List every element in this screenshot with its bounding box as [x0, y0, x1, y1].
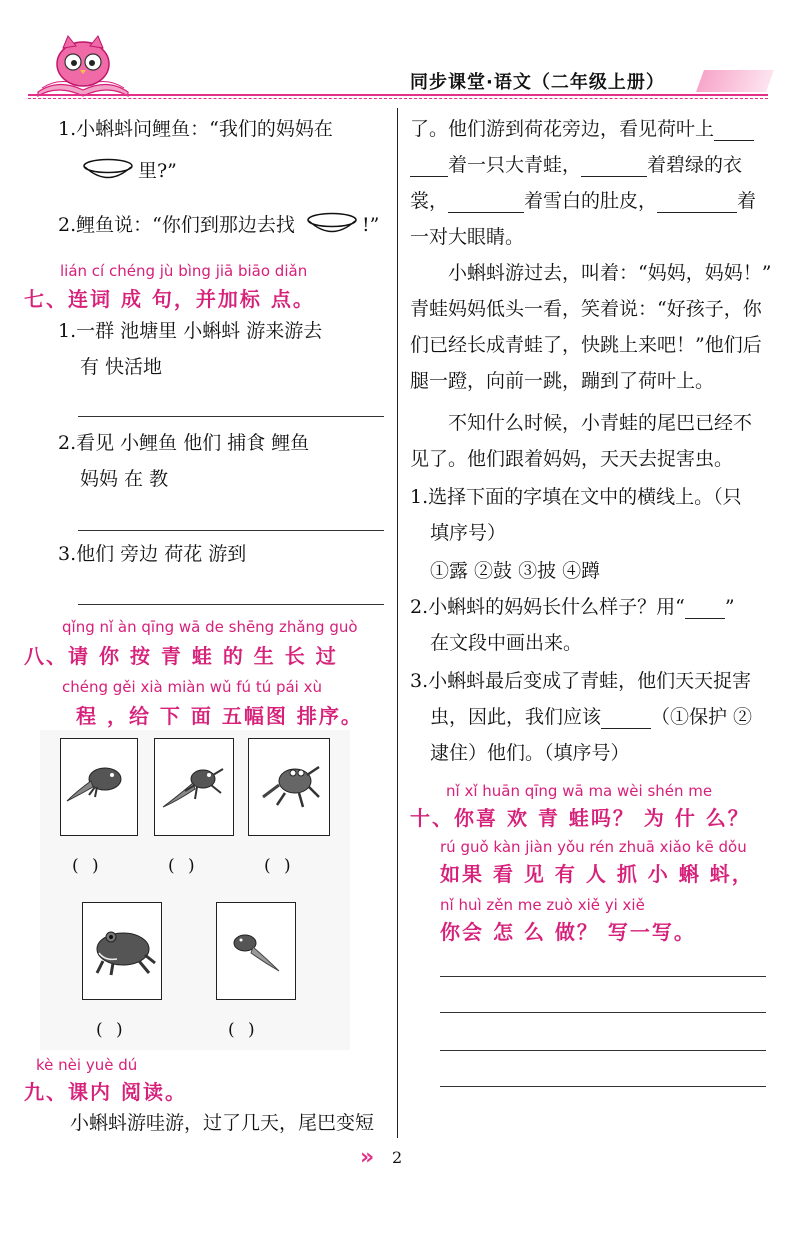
right-q2-line2: 在文段中画出来。 [430, 632, 583, 654]
reading-line-5: 小蝌蚪游过去，叫着：“妈妈，妈妈！” [448, 262, 772, 284]
blank-5[interactable] [657, 194, 737, 213]
blank-1[interactable] [714, 122, 754, 141]
frog-stage-image-2 [154, 738, 234, 836]
adult-frog-icon [83, 903, 161, 999]
reading-text: 裳， [410, 190, 449, 212]
left-q1-text: 1.小蝌蚪问鲤鱼：“我们的妈妈在 [58, 118, 333, 140]
section10-title-3: 你会 怎 么 做？ 写一写。 [440, 920, 696, 944]
left-q1-end: 里?” [138, 160, 177, 182]
underline-sample [685, 600, 725, 619]
reading-line-4: 一对大眼睛。 [410, 226, 525, 248]
reading-line-10: 见了。他们跟着妈妈，天天去捉害虫。 [410, 448, 734, 470]
reading-line-8: 腿一蹬，向前一跳，蹦到了荷叶上。 [410, 370, 715, 392]
header-rule-dashed [28, 98, 768, 99]
reading-text: 着雪白的肚皮， [524, 190, 658, 212]
right-q1-line2: 填序号） [430, 522, 507, 544]
reading-text: 着碧绿的衣 [647, 154, 743, 176]
section10-title-2: 如果 看 见 有 人 抓 小 蝌 蚪， [440, 862, 754, 886]
s7-item2-answer-line[interactable] [78, 530, 384, 531]
section8-title-1: 八、请 你 按 青 蛙 的 生 长 过 [24, 644, 338, 668]
reading-line-1 [410, 118, 754, 141]
section10-pinyin-2: rú guǒ kàn jiàn yǒu rén zhuā xiǎo kē dǒu [440, 838, 747, 856]
reading-text: 着一只大青蛙， [448, 154, 582, 176]
order-blank-1[interactable]: ( ) [72, 856, 103, 876]
blank-3[interactable] [581, 158, 647, 177]
s7-item1-line2: 有 快活地 [80, 356, 163, 378]
reading-first-line: 小蝌蚪游哇游，过了几天，尾巴变短 [70, 1112, 375, 1134]
order-blank-4[interactable]: ( ) [96, 1020, 127, 1040]
s7-item1-line1: 1.一群 池塘里 小蝌蚪 游来游去 [58, 320, 323, 342]
section8-title-2: 程 ，给 下 面 五幅图 排序。 [76, 704, 363, 728]
bowl-blank-icon-2 [306, 212, 358, 236]
section7-title: 七、连词 成 句，并加标 点。 [24, 287, 315, 311]
right-q3-line1: 3.小蝌蚪最后变成了青蛙，他们天天捉害 [410, 670, 752, 692]
s7-item3-answer-line[interactable] [78, 604, 384, 605]
double-chevron-icon: » [360, 1145, 375, 1170]
writing-line-2[interactable] [440, 1012, 766, 1013]
blank-6[interactable] [601, 710, 651, 729]
reading-line-2 [410, 154, 742, 177]
left-q2-text: 2.鲤鱼说：“你们到那边去找 [58, 214, 295, 236]
right-q3-line3: 逮住）他们。（填序号） [430, 742, 630, 764]
reading-text: 了。他们游到荷花旁边，看见荷叶上 [410, 118, 715, 140]
question-text: 虫，因此，我们应该 [430, 706, 602, 728]
s7-item2-line1: 2.看见 小鲤鱼 他们 捕食 鲤鱼 [58, 432, 310, 454]
column-divider [397, 108, 398, 1138]
s7-item1-answer-line[interactable] [78, 416, 384, 417]
right-q2-line1 [410, 596, 735, 619]
section10-pinyin-1: nǐ xǐ huān qīng wā ma wèi shén me [446, 782, 713, 800]
frog-stage-image-1 [60, 738, 138, 836]
order-blank-5[interactable]: ( ) [228, 1020, 259, 1040]
frog-stage-image-5 [216, 902, 296, 1000]
question-text: 2.小蝌蚪的妈妈长什么样子？用“ [410, 596, 685, 618]
right-q3-line2 [430, 706, 752, 729]
writing-line-4[interactable] [440, 1086, 766, 1087]
header-tab-decoration [696, 70, 774, 92]
bowl-blank-icon [82, 158, 134, 182]
reading-text: 着 [737, 190, 757, 212]
section10-title-1: 十、你喜 欢 青 蛙吗？ 为 什 么？ [410, 806, 750, 830]
reading-line-6: 青蛙妈妈低头一看，笑着说：“好孩子，你 [410, 298, 762, 320]
order-blank-2[interactable]: ( ) [168, 856, 199, 876]
section7-pinyin: lián cí chéng jù bìng jiā biāo diǎn [60, 262, 308, 280]
writing-line-1[interactable] [440, 976, 766, 977]
question-text: ” [724, 596, 735, 618]
young-frog-icon [249, 739, 329, 835]
section8-pinyin-1: qǐng nǐ àn qīng wā de shēng zhǎng guò [62, 618, 358, 636]
header-rule [28, 94, 768, 96]
page-number: 2 [392, 1148, 403, 1167]
question-text: （①保护 ② [651, 706, 753, 728]
tadpole-icon [217, 903, 295, 999]
left-q2-end: !” [362, 214, 380, 236]
section9-pinyin: kè nèi yuè dú [36, 1056, 138, 1074]
blank-4[interactable] [448, 194, 524, 213]
frog-stage-image-3 [248, 738, 330, 836]
owl-book-logo-icon [28, 34, 138, 98]
froglet-with-tail-icon [155, 739, 233, 835]
reading-line-3 [410, 190, 756, 213]
section9-title: 九、课内 阅读。 [24, 1080, 187, 1104]
order-blank-3[interactable]: ( ) [264, 856, 295, 876]
section8-pinyin-2: chéng gěi xià miàn wǔ fú tú pái xù [62, 678, 323, 696]
s7-item2-line2: 妈妈 在 教 [80, 468, 169, 490]
blank-2[interactable] [410, 158, 448, 177]
s7-item3-line1: 3.他们 旁边 荷花 游到 [58, 543, 247, 565]
reading-line-9: 不知什么时候，小青蛙的尾巴已经不 [448, 412, 753, 434]
right-q1-options: ①露 ②鼓 ③披 ④蹲 [430, 560, 601, 582]
tadpole-with-legs-icon [61, 739, 137, 835]
reading-line-7: 们已经长成青蛙了，快跳上来吧！”他们后 [410, 334, 762, 356]
section10-pinyin-3: nǐ huì zěn me zuò xiě yi xiě [440, 896, 645, 914]
writing-line-3[interactable] [440, 1050, 766, 1051]
frog-stage-image-4 [82, 902, 162, 1000]
page-title: 同步课堂·语文（二年级上册） [410, 72, 665, 93]
page-header [0, 0, 800, 100]
right-q1-line1: 1.选择下面的字填在文中的横线上。（只 [410, 486, 742, 508]
